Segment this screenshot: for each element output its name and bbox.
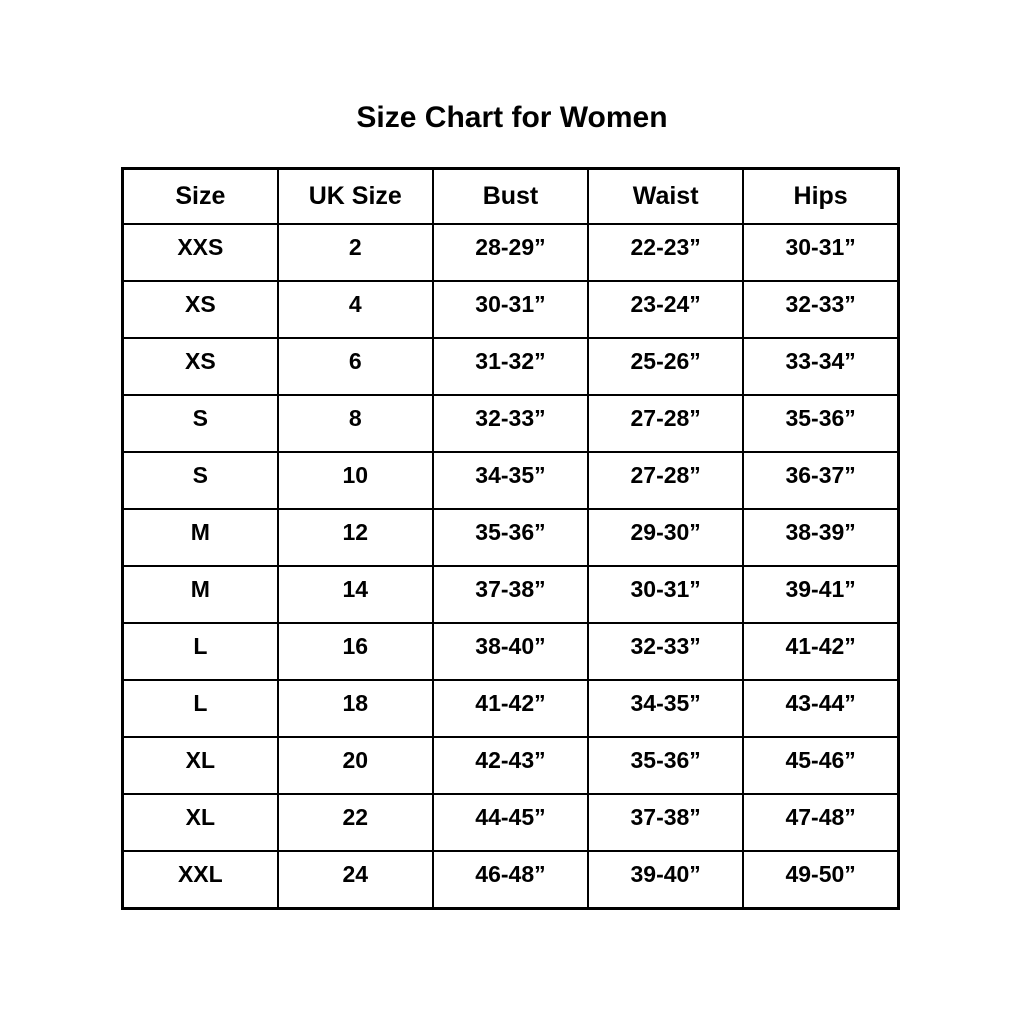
table-cell-size: M	[123, 509, 278, 566]
table-cell-size: S	[123, 395, 278, 452]
table-cell-waist: 37-38”	[588, 794, 743, 851]
table-cell-uk-size: 14	[278, 566, 433, 623]
table-row	[123, 737, 899, 794]
table-cell-waist: 35-36”	[588, 737, 743, 794]
table-cell-size: XS	[123, 281, 278, 338]
table-cell-hips: 39-41”	[743, 566, 898, 623]
table-cell-uk-size: 2	[278, 224, 433, 281]
table-cell-uk-size: 24	[278, 851, 433, 909]
table-cell-waist: 34-35”	[588, 680, 743, 737]
table-cell-waist: 22-23”	[588, 224, 743, 281]
table-cell-bust: 46-48”	[433, 851, 588, 909]
column-header-hips: Hips	[743, 169, 898, 225]
table-cell-bust: 44-45”	[433, 794, 588, 851]
table-cell-waist: 32-33”	[588, 623, 743, 680]
table-cell-bust: 28-29”	[433, 224, 588, 281]
table-cell-size: XL	[123, 737, 278, 794]
table-row	[123, 224, 899, 281]
table-cell-waist: 27-28”	[588, 395, 743, 452]
table-cell-bust: 37-38”	[433, 566, 588, 623]
page-title: Size Chart for Women	[356, 101, 668, 134]
table-cell-hips: 32-33”	[743, 281, 898, 338]
table-cell-waist: 25-26”	[588, 338, 743, 395]
table-cell-size: XS	[123, 338, 278, 395]
table-cell-waist: 39-40”	[588, 851, 743, 909]
table-cell-bust: 41-42”	[433, 680, 588, 737]
table-cell-waist: 29-30”	[588, 509, 743, 566]
table-cell-bust: 31-32”	[433, 338, 588, 395]
table-cell-hips: 41-42”	[743, 623, 898, 680]
table-cell-hips: 30-31”	[743, 224, 898, 281]
table-cell-size: S	[123, 452, 278, 509]
table-row	[123, 395, 899, 452]
table-cell-size: M	[123, 566, 278, 623]
column-header-size: Size	[123, 169, 278, 225]
table-row	[123, 509, 899, 566]
size-table-body	[123, 224, 899, 909]
table-cell-hips: 45-46”	[743, 737, 898, 794]
table-cell-uk-size: 4	[278, 281, 433, 338]
size-table-header	[123, 169, 899, 225]
table-cell-uk-size: 12	[278, 509, 433, 566]
column-header-waist: Waist	[588, 169, 743, 225]
table-cell-hips: 35-36”	[743, 395, 898, 452]
table-cell-uk-size: 10	[278, 452, 433, 509]
column-header-bust: Bust	[433, 169, 588, 225]
table-cell-hips: 47-48”	[743, 794, 898, 851]
table-row	[123, 851, 899, 909]
table-cell-waist: 27-28”	[588, 452, 743, 509]
table-cell-bust: 30-31”	[433, 281, 588, 338]
table-row	[123, 680, 899, 737]
size-chart-table	[121, 167, 900, 910]
table-cell-hips: 49-50”	[743, 851, 898, 909]
header-row	[123, 169, 899, 225]
table-cell-bust: 38-40”	[433, 623, 588, 680]
table-cell-bust: 35-36”	[433, 509, 588, 566]
table-cell-hips: 36-37”	[743, 452, 898, 509]
table-cell-bust: 42-43”	[433, 737, 588, 794]
table-cell-size: XL	[123, 794, 278, 851]
table-cell-waist: 30-31”	[588, 566, 743, 623]
table-cell-uk-size: 18	[278, 680, 433, 737]
table-cell-bust: 32-33”	[433, 395, 588, 452]
table-cell-size: XXS	[123, 224, 278, 281]
table-cell-waist: 23-24”	[588, 281, 743, 338]
table-row	[123, 623, 899, 680]
table-cell-hips: 33-34”	[743, 338, 898, 395]
table-cell-size: L	[123, 623, 278, 680]
table-cell-uk-size: 22	[278, 794, 433, 851]
table-cell-hips: 38-39”	[743, 509, 898, 566]
table-cell-uk-size: 6	[278, 338, 433, 395]
table-row	[123, 338, 899, 395]
table-cell-hips: 43-44”	[743, 680, 898, 737]
table-cell-uk-size: 20	[278, 737, 433, 794]
table-row	[123, 281, 899, 338]
table-cell-uk-size: 16	[278, 623, 433, 680]
table-row	[123, 452, 899, 509]
column-header-uk-size: UK Size	[278, 169, 433, 225]
table-cell-bust: 34-35”	[433, 452, 588, 509]
table-row	[123, 794, 899, 851]
table-row	[123, 566, 899, 623]
table-cell-uk-size: 8	[278, 395, 433, 452]
table-cell-size: XXL	[123, 851, 278, 909]
table-cell-size: L	[123, 680, 278, 737]
